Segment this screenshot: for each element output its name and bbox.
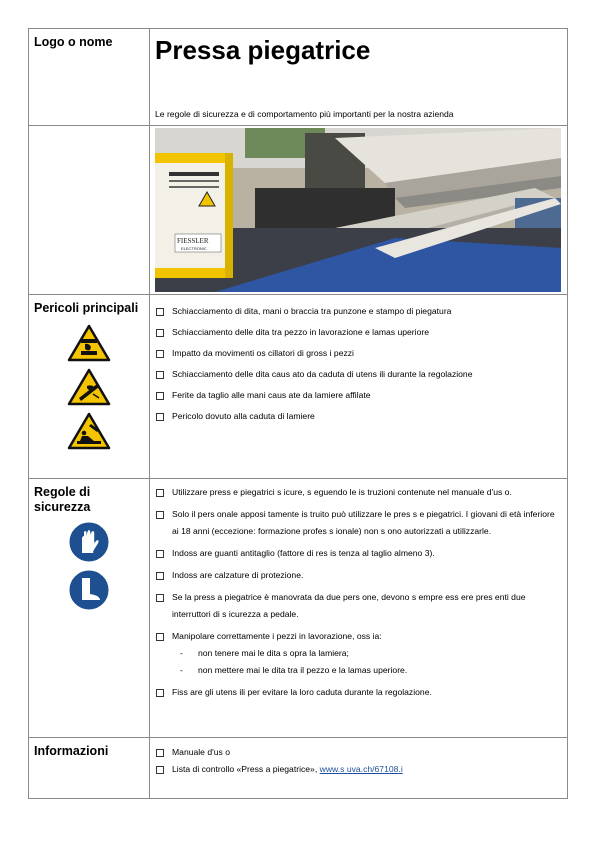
photo-panel-label: FIESSLER [177, 237, 209, 245]
rule-item [156, 589, 561, 623]
item-text: Utilizzare press e piegatrici s icure, s eguendo le is truzioni contenute nel manuale d'us o. [172, 487, 512, 497]
item-text: Pericolo dovuto alla caduta di lamiere [172, 411, 315, 421]
rules-list-cell [150, 479, 568, 738]
title-cell [150, 29, 568, 126]
list-item [156, 744, 561, 761]
gloves-mandatory-icon [68, 521, 110, 563]
info-list [150, 738, 567, 778]
mandatory-icons [29, 515, 149, 611]
checkbox-icon [156, 308, 164, 316]
photo-left-cell [29, 126, 150, 295]
info-label: Informazioni [34, 744, 109, 758]
rules-label: Regole di sicurezza [34, 485, 91, 514]
safety-table [28, 28, 568, 799]
hazard-item [156, 345, 561, 362]
crush-hand-warning-icon [67, 324, 111, 362]
item-text: Se la press a piegatrice è manovrata da due pers one, devono s empre ess ere pres enti due interruttori di s icurezza a pedale. [172, 592, 526, 619]
photo-row [29, 126, 568, 295]
press-brake-illustration [155, 128, 561, 292]
checkbox-icon [156, 689, 164, 697]
cut-hand-warning-icon [67, 368, 111, 406]
photo-panel-sub: ELECTRONIC [181, 246, 207, 251]
rule-item [156, 484, 561, 501]
checkbox-icon [156, 392, 164, 400]
item-text: Fiss are gli utens ili per evitare la loro caduta durante la regolazione. [172, 687, 432, 697]
checkbox-icon [156, 550, 164, 558]
rule-subitem [180, 662, 561, 679]
rule-item [156, 567, 561, 584]
logo-label: Logo o nome [34, 35, 113, 49]
checkbox-icon [156, 413, 164, 421]
hazard-item [156, 408, 561, 425]
rules-list [150, 479, 567, 701]
photo-cell [150, 126, 568, 295]
rule-item [156, 628, 561, 679]
dash-icon: - [180, 665, 183, 675]
list-item [156, 761, 561, 778]
item-text: Impatto da movimenti os cillatori di gross i pezzi [172, 348, 354, 358]
hazards-list-cell [150, 295, 568, 479]
rule-item [156, 684, 561, 701]
checklist-link[interactable]: www.s uva.ch/67108.i [319, 764, 403, 774]
falling-sheet-warning-icon [67, 412, 111, 450]
checkbox-icon [156, 766, 164, 774]
rule-subitem [180, 645, 561, 662]
rule-item [156, 506, 561, 540]
info-list-cell [150, 738, 568, 799]
checkbox-icon [156, 329, 164, 337]
info-label-cell [29, 738, 150, 799]
safety-boots-mandatory-icon [68, 569, 110, 611]
logo-cell [29, 29, 150, 126]
item-text: Schiacciamento delle dita tra pezzo in lavorazione e lamas uperiore [172, 327, 429, 337]
checklist-text: Lista di controllo «Press a piegatrice», [172, 764, 320, 774]
header-row [29, 29, 568, 126]
page-subtitle: Le regole di sicurezza e di comportamento più importanti per la nostra azienda [155, 109, 454, 119]
dash-icon: - [180, 648, 183, 658]
item-text: Indoss are guanti antitaglio (fattore di res is tenza al taglio almeno 3). [172, 548, 435, 558]
subitem-text: non mettere mai le dita tra il pezzo e la lamas uperiore. [198, 665, 408, 675]
hazards-row [29, 295, 568, 479]
press-brake-photo [155, 128, 561, 292]
item-text: Ferite da taglio alle mani caus ate da lamiere affilate [172, 390, 371, 400]
hazards-list [150, 295, 567, 425]
safety-sheet [28, 28, 567, 799]
checkbox-icon [156, 594, 164, 602]
checkbox-icon [156, 350, 164, 358]
item-text: Manipolare correttamente i pezzi in lavorazione, oss ia: [172, 631, 382, 641]
item-text: Solo il pers onale apposi tamente is truito può utilizzare le pres s e piegatrici. I giovani di età inferiore ai 18 anni (eccezione: formazione profes s ionale) non s ono autorizzati a utilizzarle. [172, 509, 555, 536]
rule-subitems [172, 645, 561, 679]
manual-item: Manuale d'us o [172, 747, 231, 757]
checkbox-icon [156, 572, 164, 580]
hazards-label: Pericoli principali [34, 301, 139, 315]
item-text: Schiacciamento delle dita caus ato da caduta di utens ili durante la regolazione [172, 369, 473, 379]
hazard-item [156, 303, 561, 320]
checkbox-icon [156, 633, 164, 641]
subitem-text: non tenere mai le dita s opra la lamiera; [198, 648, 349, 658]
page-title: Pressa piegatrice [155, 35, 371, 65]
hazards-label-cell [29, 295, 150, 479]
item-text: Indoss are calzature di protezione. [172, 570, 304, 580]
rule-item [156, 545, 561, 562]
checkbox-icon [156, 749, 164, 757]
info-row [29, 738, 568, 799]
hazard-item [156, 366, 561, 383]
checkbox-icon [156, 489, 164, 497]
checkbox-icon [156, 511, 164, 519]
checkbox-icon [156, 371, 164, 379]
rules-row [29, 479, 568, 738]
hazard-icons [29, 316, 149, 450]
hazard-item [156, 387, 561, 404]
item-text: Schiacciamento di dita, mani o braccia tra punzone e stampo di piegatura [172, 306, 452, 316]
hazard-item [156, 324, 561, 341]
rules-label-cell [29, 479, 150, 738]
